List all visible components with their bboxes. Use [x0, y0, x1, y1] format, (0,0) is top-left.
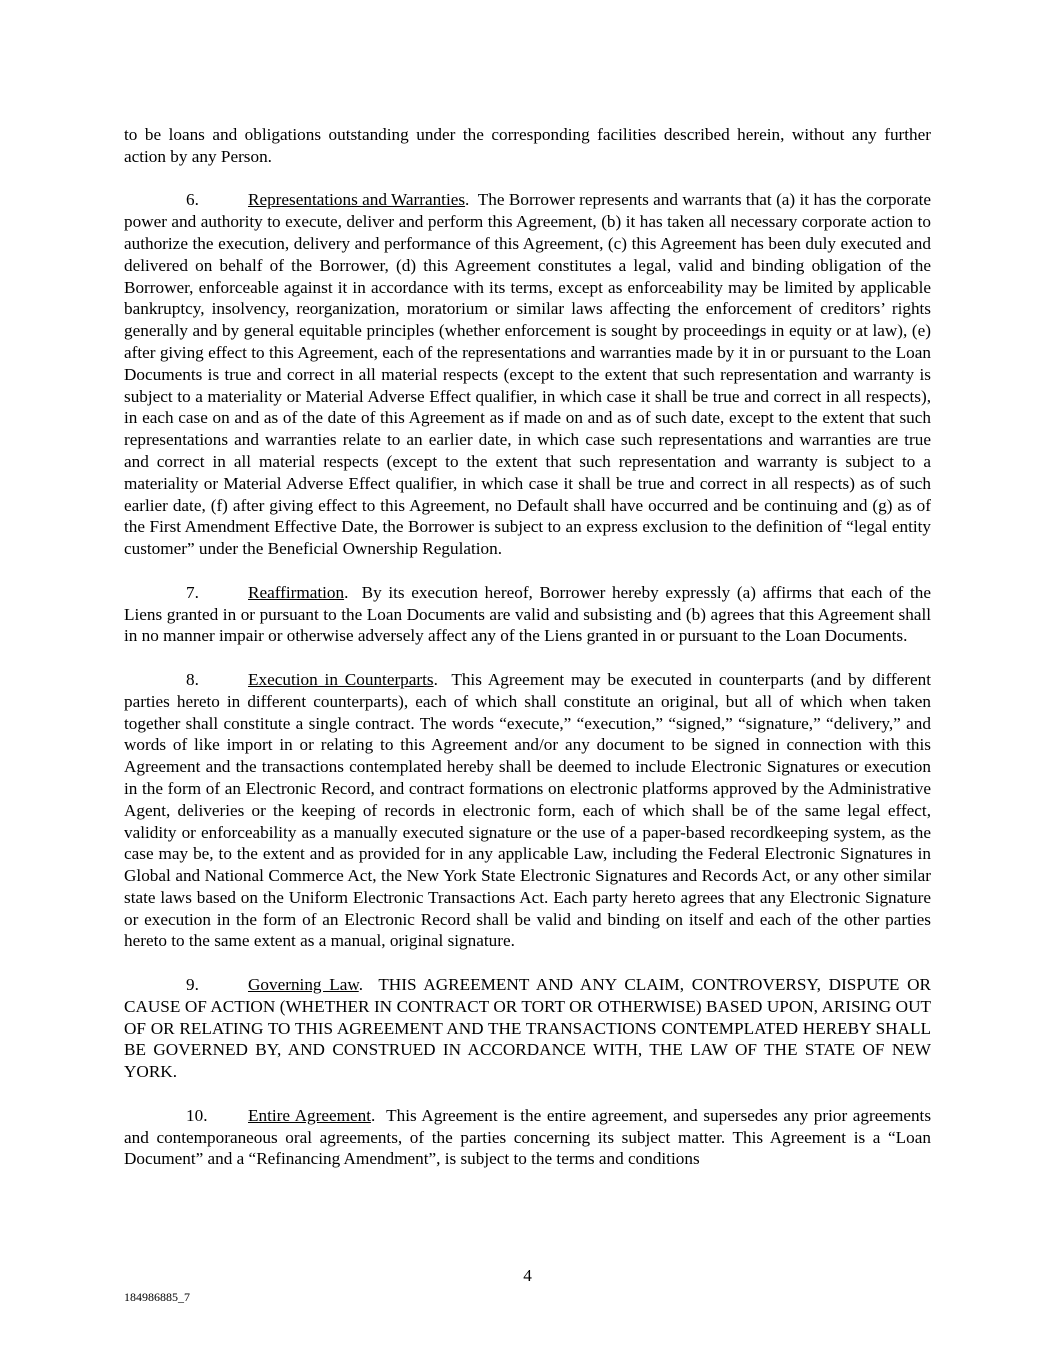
section-heading: Entire Agreement [248, 1105, 371, 1125]
section-heading: Governing Law [248, 975, 359, 995]
document-body [124, 124, 931, 1192]
section-number: 7. [186, 582, 199, 602]
section-number: 8. [186, 669, 199, 689]
section-10-paragraph: 10. Entire Agreement. This Agreement is the entire agreement, and supersedes any prior agreements and contemporaneous oral agreements, of the parties concerning its subject matter. This Agreement is a “Loan Document” and a “Refinancing Amendment”, is subject to the terms and conditions [124, 1105, 932, 1169]
section-heading: Execution in Counterparts [248, 669, 434, 689]
section-text: This Agreement may be executed in counterparts (and by different parties hereto in different counterparts), each of which shall constitute an original, but all of which when taken together shall constitute a single contract. The words “execute,” “execution,” “signed,” “signature,” “delivery,” and words of like import in or relating to this Agreement and/or any document to be signed in connection with this Agreement and the transactions contemplated hereby shall be deemed to include Electronic Signatures or execution in the form of an Electronic Record, and contract formations on electronic platforms approved by the Administrative Agent, deliveries or the keeping of records in electronic form, each of which shall be of the same legal effect, validity or enforceability as a manually executed signature or the use of a paper-based recordkeeping system, as the case may be, to the extent and as provided for in any applicable Law, including the Federal Electronic Signatures in Global and National Commerce Act, the New York State Electronic Signatures and Records Act, or any other similar state laws based on the Uniform Electronic Transactions Act. Each party hereto agrees that any Electronic Signature or execution in the form of an Electronic Record shall be valid and binding on itself and each of the other parties hereto to the same extent as a manual, original signature. [124, 669, 931, 951]
document-id: 184986885_7 [124, 1290, 190, 1304]
section-9-paragraph: 9. Governing Law. THIS AGREEMENT AND ANY CLAIM, CONTROVERSY, DISPUTE OR CAUSE OF ACTION (WHETHER IN CONTRACT OR TORT OR OTHERWISE) BASED UPON, ARISING OUT OF OR RELATING TO THIS AGREEMENT AND THE TRANSACTIONS CONTEMPLATED HEREBY SHALL BE GOVERNED BY, AND CONSTRUED IN ACCORDANCE WITH, THE LAW OF THE STATE OF NEW YORK. [124, 975, 932, 1082]
section-text: THIS AGREEMENT AND ANY CLAIM, CONTROVERSY, DISPUTE OR CAUSE OF ACTION (WHETHER IN CONTRACT OR TORT OR OTHERWISE) BASED UPON, ARISING OUT OF OR RELATING TO THIS AGREEMENT AND THE TRANSACTIONS CONTEMPLATED HEREBY SHALL BE GOVERNED BY, AND CONSTRUED IN ACCORDANCE WITH, THE LAW OF THE STATE OF NEW YORK. [124, 975, 932, 1082]
section-8-paragraph: 8. Execution in Counterparts. This Agreement may be executed in counterparts (and by different parties hereto in different counterparts), each of which shall constitute an original, but all of which when taken together shall constitute a single contract. The words “execute,” “execution,” “signed,” “signature,” “delivery,” and words of like import in or relating to this Agreement and/or any document to be signed in connection with this Agreement and the transactions contemplated hereby shall be deemed to include Electronic Signatures or execution in the form of an Electronic Record, and contract formations on electronic platforms approved by the Administrative Agent, deliveries or the keeping of records in electronic form, each of which shall be of the same legal effect, validity or enforceability as a manually executed signature or the use of a paper-based recordkeeping system, as the case may be, to the extent and as provided for in any applicable Law, including the Federal Electronic Signatures in Global and National Commerce Act, the New York State Electronic Signatures and Records Act, or any other similar state laws based on the Uniform Electronic Transactions Act. Each party hereto agrees that any Electronic Signature or execution in the form of an Electronic Record shall be valid and binding on itself and each of the other parties hereto to the same extent as a manual, original signature. [124, 669, 931, 951]
section-heading: Reaffirmation [248, 582, 345, 602]
section-text: This Agreement is the entire agreement, and supersedes any prior agreements and contemporaneous oral agreements, of the parties concerning its subject matter. This Agreement is a “Loan Document” and a “Refinancing Amendment”, is subject to the terms and conditions [124, 1105, 932, 1169]
section-number: 9. [186, 975, 199, 995]
section-heading: Representations and Warranties [248, 190, 466, 210]
section-number: 6. [186, 190, 199, 210]
section-text: By its execution hereof, Borrower hereby expressly (a) affirms that each of the Liens granted in or pursuant to the Loan Documents are valid and subsisting and (b) agrees that this Agreement shall in no manner impair or otherwise adversely affect any of the Liens granted in or pursuant to the Loan Documents. [124, 582, 931, 646]
continuation-paragraph: to be loans and obligations outstanding under the corresponding facilities described herein, without any further action by any Person. [124, 125, 931, 166]
section-7-paragraph: 7. Reaffirmation. By its execution hereof, Borrower hereby expressly (a) affirms that each of the Liens granted in or pursuant to the Loan Documents are valid and subsisting and (b) agrees that this Agreement shall in no manner impair or otherwise adversely affect any of the Liens granted in or pursuant to the Loan Documents. [124, 582, 931, 646]
section-6-paragraph: 6. Representations and Warranties. The Borrower represents and warrants that (a) it has the corporate power and authority to execute, deliver and perform this Agreement, (b) it has taken all necessary corporate action to authorize the execution, delivery and performance of this Agreement, (c) this Agreement has been duly executed and delivered on behalf of the Borrower, (d) this Agreement constitutes a legal, valid and binding obligation of the Borrower, enforceable against it in accordance with its terms, except as enforceability may be limited by applicable bankruptcy, insolvency, reorganization, moratorium or similar laws affecting the enforcement of creditors’ rights generally and by general equitable principles (whether enforcement is sought by proceedings in equity or at law), (e) after giving effect to this Agreement, each of the representations and warranties made by it in or pursuant to the Loan Documents is true and correct in all material respects (except to the extent that such representation and warranty is subject to a materiality or Material Adverse Effect qualifier, in which case it shall be true and correct in all respects), in each case on and as of the date of this Agreement as if made on and as of such date, except to the extent that such representations and warranties relate to an earlier date, in which case such representations and warranties are true and correct in all material respects (except to the extent that such representation and warranty is subject to a materiality or Material Adverse Effect qualifier, in which case it shall be true and correct in all respects) as of such earlier date, (f) after giving effect to this Agreement, no Default shall have occurred and be continuing and (g) as of the First Amendment Effective Date, the Borrower is subject to an express exclusion to the definition of “legal entity customer” under the Beneficial Ownership Regulation. [124, 190, 931, 559]
page-number: 4 [523, 1266, 532, 1285]
section-number: 10. [186, 1105, 208, 1125]
section-text: The Borrower represents and warrants that (a) it has the corporate power and authority to execute, deliver and perform this Agreement, (b) it has taken all necessary corporate action to authorize the execution, delivery and performance of this Agreement, (c) this Agreement has been duly executed and delivered on behalf of the Borrower, (d) this Agreement constitutes a legal, valid and binding obligation of the Borrower, enforceable against it in accordance with its terms, except as enforceability may be limited by applicable bankruptcy, insolvency, reorganization, moratorium or similar laws affecting the enforcement of creditors’ rights generally and by general equitable principles (whether enforcement is sought by proceedings in equity or at law), (e) after giving effect to this Agreement, each of the representations and warranties made by it in or pursuant to the Loan Documents is true and correct in all material respects (except to the extent that such representation and warranty is subject to a materiality or Material Adverse Effect qualifier, in which case it shall be true and correct in all respects), in each case on and as of the date of this Agreement as if made on and as of such date, except to the extent that such representations and warranties relate to an earlier date, in which case such representations and warranties are true and correct in all material respects (except to the extent that such representation and warranty is subject to a materiality or Material Adverse Effect qualifier, in which case it shall be true and correct in all respects) as of such earlier date, (f) after giving effect to this Agreement, no Default shall have occurred and be continuing and (g) as of the First Amendment Effective Date, the Borrower is subject to an express exclusion to the definition of “legal entity customer” under the Beneficial Ownership Regulation. [124, 190, 931, 559]
